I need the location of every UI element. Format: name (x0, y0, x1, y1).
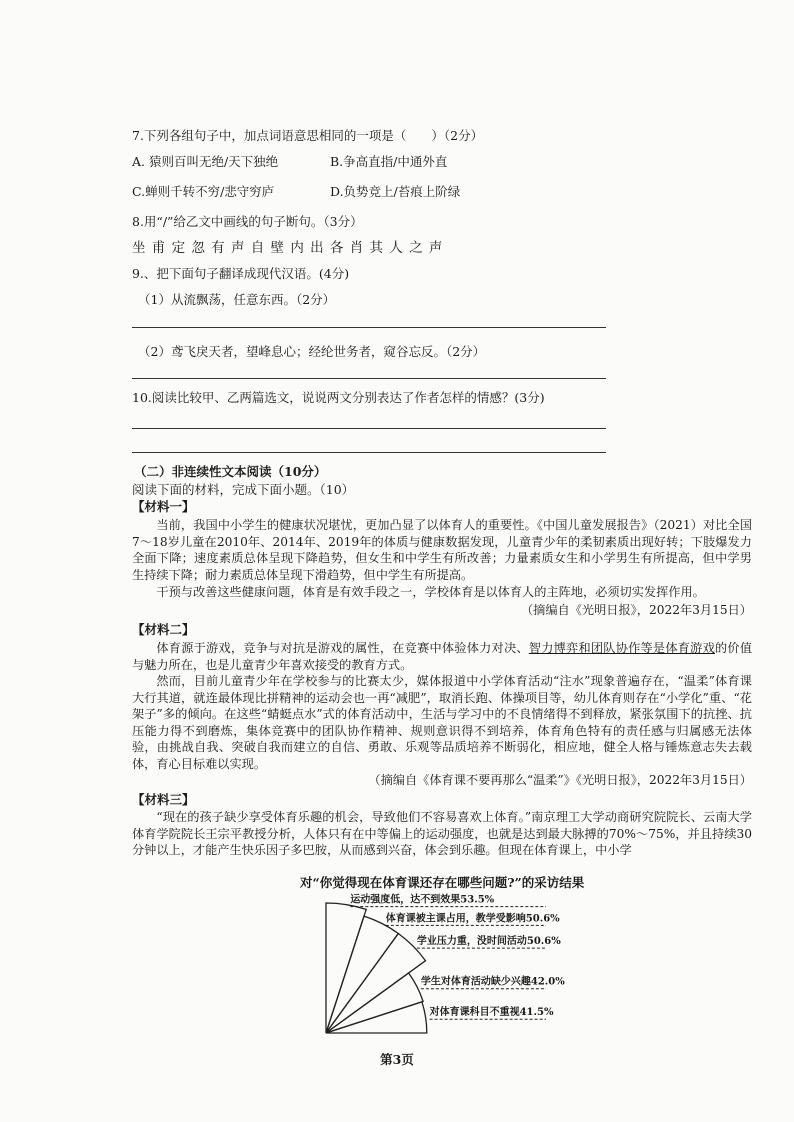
q9-sentence-1: （1）从流飘荡，任意东西。（2分） (138, 292, 336, 307)
q7-stem: 7.下列各组句子中，加点词语意思相同的一项是（ ）（2分） (132, 128, 484, 143)
answer-line (132, 378, 606, 379)
slice-label: 对体育课科目不重视41.5% (429, 1007, 554, 1019)
slice-label: 学生对体育活动缺少兴趣42.0% (420, 976, 565, 988)
pie-chart (310, 890, 570, 1040)
material-3-label: 【材料三】 (132, 792, 195, 807)
q7-option-d: D.负势竞上/苔痕上阶绿 (330, 184, 461, 199)
q9-sentence-2: （2）鸢飞戾天者，望峰息心；经纶世务者，窥谷忘反。（2分） (138, 344, 486, 359)
m2-text-b: 的价值与魅力所在，也是儿童青少年喜欢接受的教育方式。 (132, 641, 753, 672)
chart-title: 对“你觉得现在体育课还存在哪些问题?”的采访结果 (300, 875, 585, 890)
material-2-paragraph-2: 然而，目前儿童青少年在学校参与的比赛太少，媒体报道中小学体育活动“注水”现象普遍存在，“温柔”体育课大行其道，就连最体现比拼精神的运动会也一再“减肥”，取消长跑、体操项目等，幼儿体育则存在“小学化”重、“花架子”多的倾向。在这些“蜻蜓点水”式的体育活动中，生活与学习中的不良情绪得不到释放，紧张氛围下的抗挫、抗压能力得不到磨炼，集体竞赛中的团队协作精神、规则意识得不到培养，体育角色特有的责任感与归属感无法体验，由挑战自我、突破自我而建立的自信、勇敢、乐观等品质培养不断弱化，相应地，健全人格与锤炼意志失去载体，育心目标难以实现。 (132, 674, 752, 771)
slice-label: 体育课被主课占用，教学受影响50.6% (385, 913, 560, 925)
section-title: （二）非连续性文本阅读（10分） (134, 464, 327, 479)
material-2-paragraph-1 (132, 640, 752, 673)
material-1-label: 【材料一】 (132, 499, 195, 514)
material-2-source: （摘编自《体育课不要再那么“温柔”》《光明日报》，2022年3月15日） (368, 773, 752, 787)
answer-line (132, 452, 606, 453)
material-1-source: （摘编自《光明日报》，2022年3月15日） (521, 603, 752, 617)
q8-sentence: 坐 甫 定 忽 有 声 自 壁 内 出 各 肖 其 人 之 声 (132, 240, 444, 256)
pie-slice (326, 973, 423, 1033)
q7-option-a: A. 猿则百叫无绝/天下独绝 (132, 154, 279, 169)
slice-label: 学业压力重，没时间活动50.6% (416, 936, 561, 948)
q7-option-c: C.蝉则千转不穷/悲守穷庐 (132, 184, 275, 199)
q10-stem: 10.阅读比较甲、乙两篇选文，说说两文分别表达了作者怎样的情感？(3分) (132, 390, 545, 405)
material-1-paragraph-2: 干预与改善这些健康问题，体育是有效手段之一，学校体育是以体育人的主阵地，必须切实发挥作用。 (156, 585, 705, 599)
answer-line (132, 428, 606, 429)
section-instruction: 阅读下面的材料，完成下面小题。（10） (132, 482, 355, 497)
q9-stem: 9.、把下面句子翻译成现代汉语。(4分) (132, 266, 350, 281)
pie-slice (326, 916, 398, 1033)
pie-slice (326, 934, 426, 1034)
pie-slice (326, 1002, 427, 1033)
material-3-paragraph-1: “现在的孩子缺少享受体育乐趣的机会，导致他们不容易喜欢上体育。”南京理工大学动商研究院院长、云南大学体育学院院长王宗平教授分析，人体只有在中等偏上的运动强度，也就是达到最大脉搏的70%～75%，并且持续30分钟以上，才能产生快乐因子多巴胺，从而感到兴奋，体会到乐趣。但现在体育课上，中小学 (132, 810, 752, 857)
material-2-label: 【材料二】 (132, 622, 195, 637)
q7-option-b: B.争高直指/中通外直 (330, 154, 448, 169)
slice-label: 运动强度低，达不到效果53.5% (350, 894, 495, 906)
answer-line (132, 327, 606, 328)
material-1-paragraph-1: 当前，我国中小学生的健康状况堪忧，更加凸显了以体育人的重要性。《中国儿童发展报告》（2021）对比全国7～18岁儿童在2010年、2014年、2019年的体质与健康数据发现，儿童青少年的柔韧素质出现好转；下肢爆发力全面下降；速度素质总体呈现下降趋势，但女生和中学生有所改善；力量素质女生和小学男生有所提高，但中学男生持续下降；耐力素质总体呈现下滑趋势，但中学生有所提高。 (132, 518, 752, 582)
m2-underlined-text: 智力博弈和团队协作等是体育游戏 (528, 641, 715, 655)
m2-text-a: 体育源于游戏，竞争与对抗是游戏的属性，在竞赛中体验体力对决、 (156, 641, 529, 655)
page-number: 第3页 (380, 1052, 414, 1067)
q8-stem: 8.用“/”给乙文中画线的句子断句。（3分） (132, 214, 363, 229)
